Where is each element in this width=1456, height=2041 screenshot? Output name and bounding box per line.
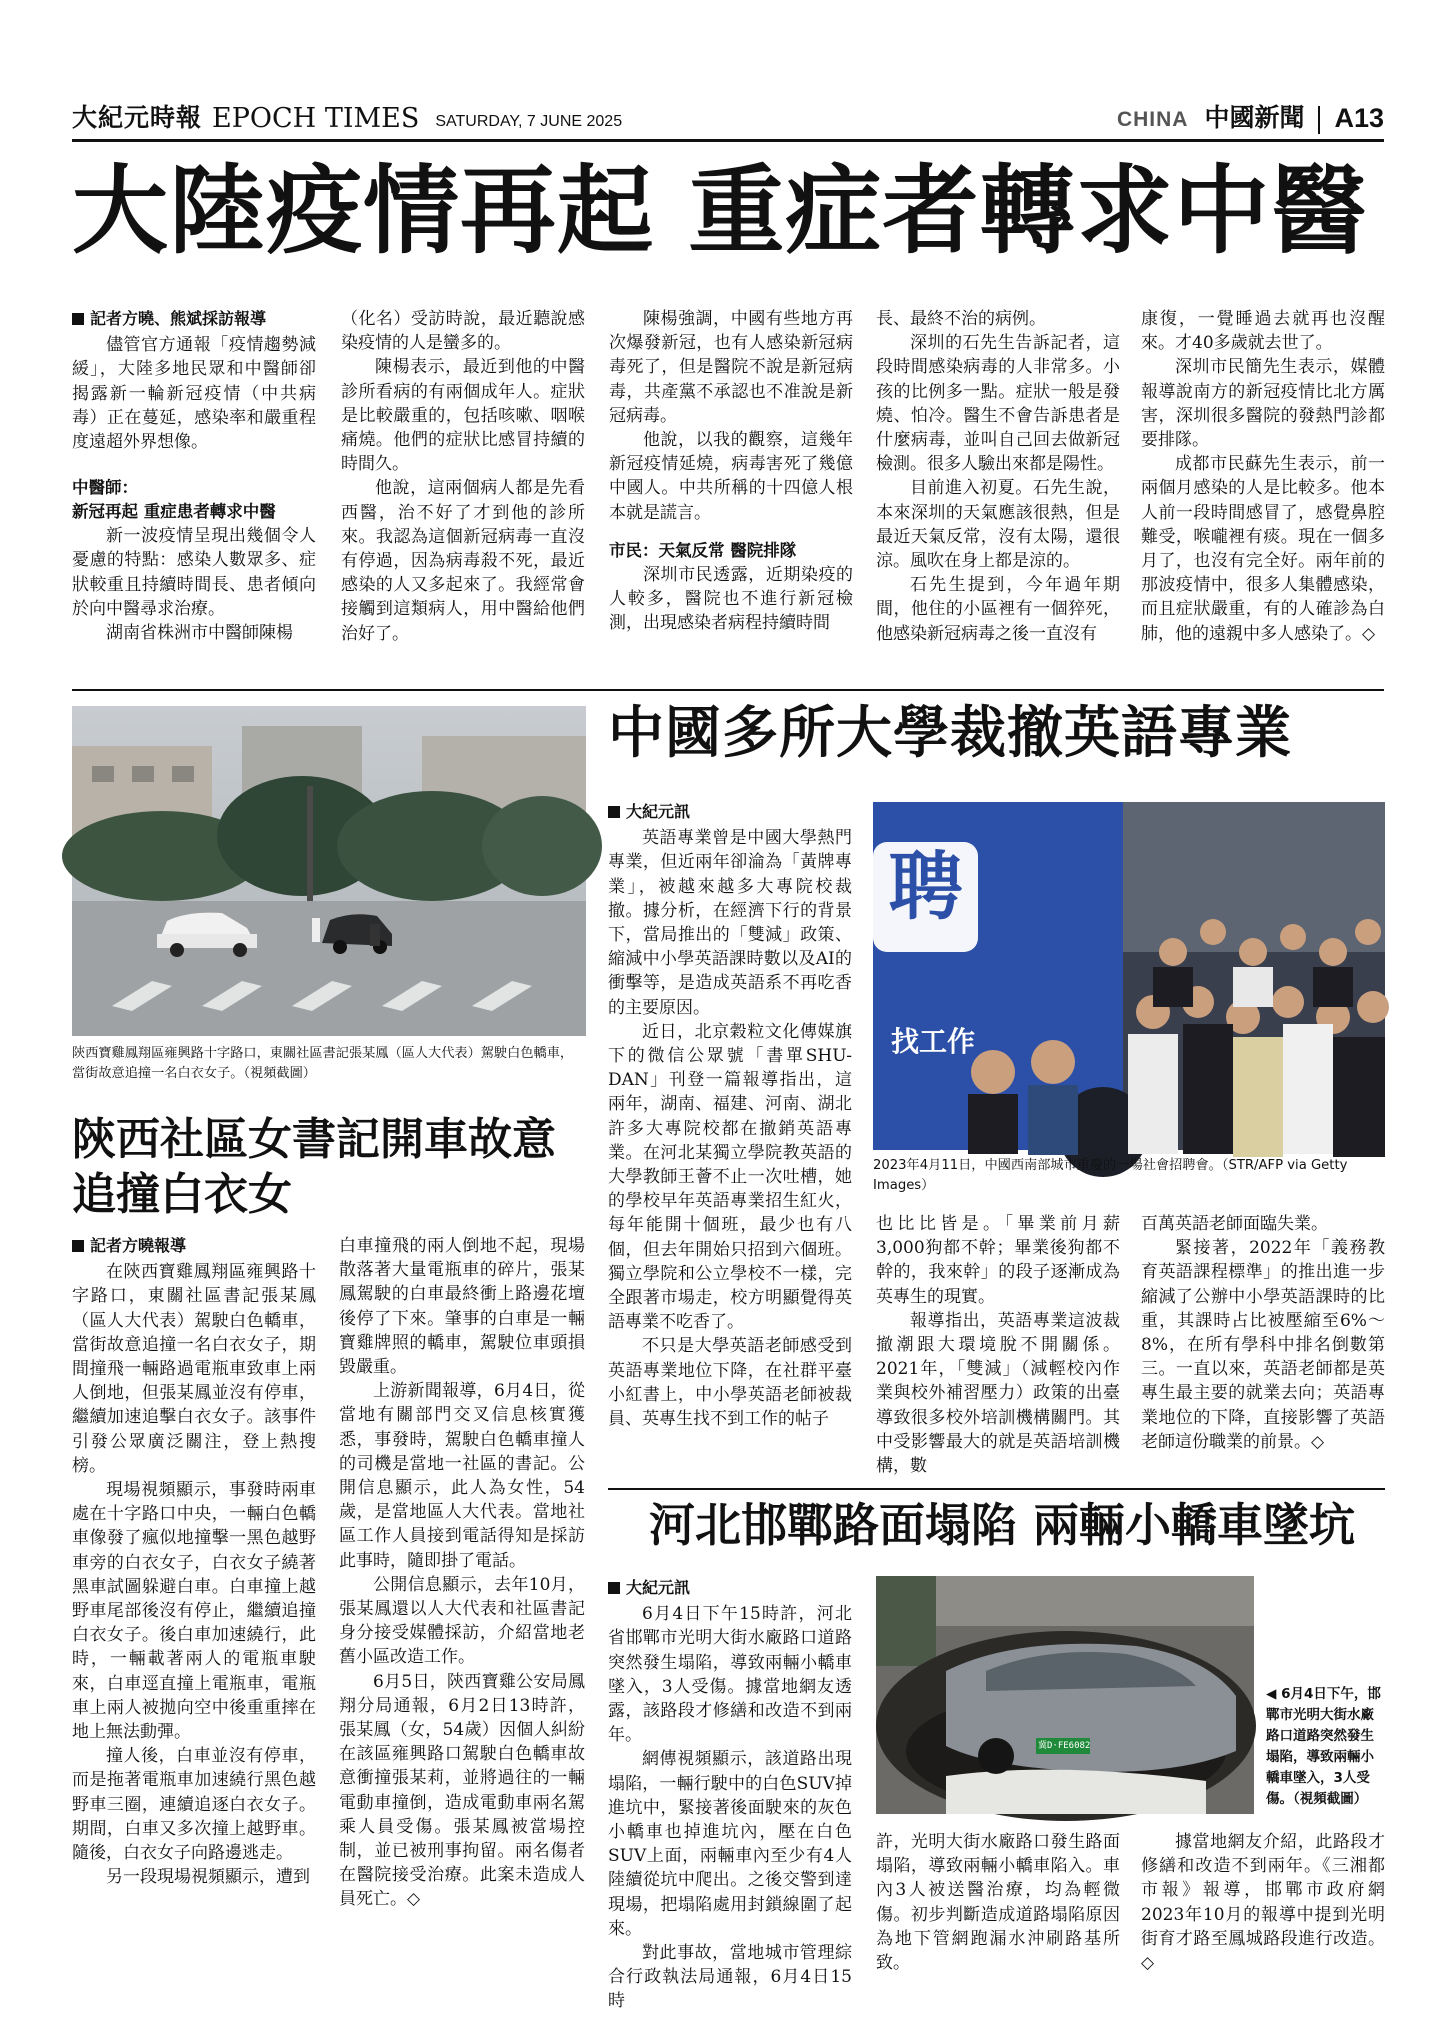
license-plate: 冀D·FE6082 <box>1038 1741 1091 1751</box>
article3-photo <box>873 802 1385 1150</box>
paragraph: 公開信息顯示，去年10月，張某鳳還以人大代表和社區書記身分接受媒體採訪，介紹當地老舊小區改造工作。 <box>339 1574 585 1668</box>
paragraph: 康復，一覺睡過去就再也沒醒來。才40多歲就去世了。 <box>1141 309 1385 354</box>
article3-headline: 中國多所大學裁撤英語專業 <box>608 701 1292 766</box>
article2-photo <box>72 706 586 1036</box>
paragraph: 儘管官方通報「疫情趨勢減緩」，大陸多地民眾和中醫師卻揭露新一輪新冠疫情（中共病毒）正在蔓延，感染率和嚴重程度遠超外界想像。 <box>72 335 316 453</box>
paper-name-en: EPOCH TIMES <box>212 103 420 134</box>
article4-col1 <box>608 1576 852 2012</box>
paragraph: 對此事故，當地城市管理綜合行政執法局通報，6月4日15時 <box>608 1943 852 2012</box>
paragraph: 白車撞飛的兩人倒地不起，現場散落著大量電瓶車的碎片，張某鳳駕駛的白車最終衝上路邊花壇後停了下來。肇事的白車是一輛寶雞牌照的轎車，駕駛位車頭損毀嚴重。 <box>339 1236 585 1378</box>
street-scene-image <box>72 706 586 1036</box>
masthead-separator <box>1318 106 1320 134</box>
byline-square-icon <box>72 313 84 325</box>
article1-headline: 大陸疫情再起 重症者轉求中醫 <box>72 154 1368 267</box>
paragraph: 陳楊表示，最近到他的中醫診所看病的有兩個成年人。症狀是比較嚴重的，包括咳嗽、咽喉痛燒。他們的症狀比感冒持續的時間久。 <box>341 357 585 475</box>
paragraph: 英語專業曾是中國大學熱門專業，但近兩年卻淪為「黃牌專業」，被越來越多大專院校裁撤。據分析，在經濟下行的背景下，當局推出的「雙減」政策、縮減中小學英語課時數以及AI的衝擊等，是造成英語系不再吃香的主要原因。 <box>608 828 852 1018</box>
article3-photo-caption: 2023年4月11日，中國西南部城市重慶的一場社會招聘會。（STR/AFP via Getty Images） <box>873 1158 1348 1193</box>
paragraph: 成都市民蘇先生表示，前一兩個月感染的人是比較多。他本人前一段時間感冒了，感覺鼻腔難受，喉嚨裡有痰。現在一個多月了，也沒有完全好。兩年前的那波疫情中，很多人集體感染，而且症狀嚴重，有的人確診為白肺，他的遠親中多人感染了。◇ <box>1141 454 1385 644</box>
paragraph: 緊接著，2022年「義務教育英語課程標準」的推出進一步縮減了公辦中小學英語課時的比重，其課時占比被壓縮至6%～8%，在所有學科中排名倒數第三。一直以來，英語老師都是英專生最主要的就業去向；英語專業地位的下降，直接影響了英語老師這份職業的前景。◇ <box>1141 1238 1385 1452</box>
paragraph: 6月5日，陝西寶雞公安局鳳翔分局通報，6月2日13時許，張某鳳（女，54歲）因個人糾紛在該區雍興路口駕駛白色轎車故意衝撞張某莉，並將過往的一輛電動車撞倒，造成電動車兩名駕乘人員受傷。張某鳳被當場控制，並已被刑事拘留。兩名傷者在醫院接受治療。此案未造成人員死亡。◇ <box>339 1671 585 1910</box>
article2-byline-text: 記者方曉報導 <box>90 1236 187 1255</box>
sinkhole-image <box>876 1576 1254 1814</box>
paragraph: 許，光明大街水廠路口發生路面塌陷，導致兩輛小轎車陷入。車內3人被送醫治療，均為輕微傷。初步判斷造成道路塌陷原因為地下管網跑漏水沖刷路基所致。 <box>876 1832 1120 1974</box>
article2-headline: 陝西社區女書記開車故意追撞白衣女 <box>72 1114 556 1220</box>
article1-col1 <box>72 307 316 675</box>
paragraph: 他說，以我的觀察，這幾年新冠疫情延燒，病毒害死了幾億中國人。中共所稱的十四億人根本就是謊言。 <box>609 430 853 523</box>
job-fair-sign: 聘 <box>888 844 963 930</box>
article3-byline-text: 大紀元訊 <box>626 802 691 821</box>
section-divider <box>608 1488 1385 1490</box>
article4-photo-caption: ◀ 6月4日下午，邯鄲市光明大街水廠路口道路突然發生塌陷，導致兩輛小轎車墜入，3人受傷。（視頻截圖） <box>1266 1686 1381 1807</box>
paragraph: 上游新聞報導，6月4日，從當地有關部門交叉信息核實獲悉，事發時，駕駛白色轎車撞人的司機是當地一社區的書記。公開信息顯示，此人為女性，54歲，是當地區人大代表。當地社區工作人員接到電話得知是採訪此事時，隨即掛了電話。 <box>339 1381 585 1571</box>
paragraph: 百萬英語老師面臨失業。 <box>1141 1214 1328 1234</box>
section-name-en: CHINA <box>1116 108 1189 131</box>
paragraph: 深圳市民簡先生表示，媒體報導說南方的新冠疫情比北方厲害，深圳很多醫院的發熱門診都要排隊。 <box>1141 357 1385 451</box>
article1-subhead2: 市民：天氣反常 醫院排隊 <box>609 540 797 560</box>
paper-name-cn: 大紀元時報 <box>72 103 203 132</box>
article2-col1 <box>72 1234 316 1960</box>
paragraph: 目前進入初夏。石先生說，本來深圳的天氣應該很熱，但是最近天氣反常，沒有太陽，還很涼。風吹在身上都是涼的。 <box>876 478 1120 572</box>
masthead-rule <box>72 139 1384 142</box>
article2-photo-caption: 陝西寶雞鳳翔區雍興路十字路口，東關社區書記張某鳳（區人大代表）駕駛白色轎車，當街故意追撞一名白衣女子。（視頻截圖） <box>72 1046 574 1081</box>
paragraph: 深圳市民透露，近期染疫的人較多，醫院也不進行新冠檢測，出現感染者病程持續時間 <box>609 564 853 634</box>
paragraph: 長、最終不治的病例。 <box>876 309 1046 329</box>
article1-col4 <box>876 307 1120 675</box>
page-number: A13 <box>1334 103 1384 133</box>
section-name-cn: 中國新聞 <box>1204 103 1305 132</box>
paragraph: 撞人後，白車並沒有停車，而是拖著電瓶車加速繞行黑色越野車三圈，連續追逐白衣女子。期間，白車又多次撞上越野車。隨後，白衣女子向路邊逃走。 <box>72 1746 316 1864</box>
article4-col3 <box>1141 1830 1385 1974</box>
paragraph: 湖南省株洲市中醫師陳楊 <box>106 623 293 644</box>
article4-byline <box>608 1576 852 1600</box>
article3-col1 <box>608 800 852 1480</box>
paragraph: 石先生提到，今年過年期間，他住的小區裡有一個猝死，他感染新冠病毒之後一直沒有 <box>876 575 1120 644</box>
masthead <box>72 96 1384 134</box>
paragraph: 不只是大學英語老師感受到英語專業地位下降，在社群平臺小紅書上，中小學英語老師被裁員、英專生找不到工作的帖子 <box>608 1336 852 1430</box>
article3-byline <box>608 800 852 824</box>
article4-byline-text: 大紀元訊 <box>626 1578 691 1597</box>
paragraph: 報導指出，英語專業這波裁撤潮跟大環境脫不開關係。2021年，「雙減」（減輕校內作業與校外補習壓力）政策的出臺導致很多校外培訓機構關門。其中受影響最大的就是英語培訓機構，數 <box>876 1310 1120 1477</box>
paragraph: 據當地網友介紹，此路段才修繕和改造不到兩年。《三湘都市報》報導，邯鄲市政府網2023年10月的報導中提到光明街育才路至鳳城路段進行改造。◇ <box>1141 1832 1385 1974</box>
article1-byline <box>72 307 316 331</box>
paragraph: 6月4日下午15時許，河北省邯鄲市光明大街水廠路口道路突然發生塌陷，導致兩輛小轎車墜入，3人受傷。據當地網友透露，該路段才修繕和改造不到兩年。 <box>608 1604 852 1746</box>
article2-byline <box>72 1234 316 1258</box>
article1-col5 <box>1141 307 1385 675</box>
byline-square-icon <box>608 1582 620 1594</box>
section-divider <box>72 689 1384 691</box>
article4-headline: 河北邯鄲路面塌陷 兩輛小轎車墜坑 <box>648 1498 1355 1552</box>
article2-col2 <box>339 1234 585 1960</box>
paragraph: 在陝西寶雞鳳翔區雍興路十字路口，東關社區書記張某鳳（區人大代表）駕駛白色轎車，當街故意追撞一名白衣女子，期間撞飛一輛路過電瓶車致車上兩人倒地，但張某鳳並沒有停車，繼續加速追擊白衣女子。該事件引發公眾廣泛關注，登上熱搜榜。 <box>72 1262 316 1476</box>
issue-date: SATURDAY, 7 JUNE 2025 <box>435 113 623 130</box>
article3-col3 <box>1141 1212 1385 1482</box>
byline-square-icon <box>608 806 620 818</box>
paragraph: 近日，北京穀粒文化傳媒旗下的微信公眾號「書單SHU-DAN」刊登一篇報導指出，這兩年，湖南、福建、河南、湖北許多大專院校都在撤銷英語專業。在河北某獨立學院教英語的大學教師王薈不止一次吐槽，她的學校早年英語專業招生紅火，每年能開十個班，最少也有八個，但去年開始只招到六個班。獨立學院和公立學校不一樣，完全跟著市場走，校方明顯覺得英語專業不吃香了。 <box>608 1021 852 1333</box>
article4-col2 <box>876 1830 1120 1974</box>
paragraph: 也比比皆是。「畢業前月薪3,000狗都不幹；畢業後狗都不幹的，我來幹」的段子逐漸成為英專生的現實。 <box>876 1214 1120 1307</box>
paragraph: 另一段現場視頻顯示，遭到 <box>106 1867 310 1888</box>
paragraph: 網傳視頻顯示，該道路出現塌陷，一輛行駛中的白色SUV掉進坑中，緊接著後面駛來的灰色小轎車也掉進坑內，壓在白色SUV上面，兩輛車內至少有4人陸續從坑中爬出。之後交警到達現場，把塌陷處用封鎖線圍了起來。 <box>608 1749 852 1939</box>
byline-square-icon <box>72 1240 84 1252</box>
article3-col2 <box>876 1212 1120 1482</box>
paragraph: 深圳的石先生告訴記者，這段時間感染病毒的人非常多。小孩的比例多一點。症狀一般是發燒、怕冷。醫生不會告訴患者是什麼病毒，並叫自己回去做新冠檢測。很多人驗出來都是陽性。 <box>876 333 1120 475</box>
paragraph: （化名）受訪時說，最近聽說感染疫情的人是蠻多的。 <box>341 309 585 354</box>
article4-photo <box>876 1576 1254 1814</box>
section-label <box>1117 98 1384 134</box>
article1-subhead1: 中醫師： <box>72 478 138 498</box>
article1-subhead1-line2: 新冠再起 重症患者轉求中醫 <box>72 502 276 522</box>
paragraph: 新一波疫情呈現出幾個令人憂慮的特點：感染人數眾多、症狀較重且持續時間長、患者傾向於向中醫尋求治療。 <box>72 526 316 619</box>
article1-col2 <box>341 307 585 675</box>
paragraph: 陳楊強調，中國有些地方再次爆發新冠，也有人感染新冠病毒死了，但是醫院不說是新冠病毒，共產黨不承認也不准說是新冠病毒。 <box>609 309 853 426</box>
article1-byline-text: 記者方曉、熊斌採訪報導 <box>90 309 267 328</box>
paragraph: 現場視頻顯示，事發時兩車處在十字路口中央，一輛白色轎車像發了瘋似地撞擊一黑色越野車旁的白衣女子，白衣女子繞著黑車試圖躲避白車。白車撞上越野車尾部後沒有停止，繼續追撞白衣女子。後白車加速繞行，此時，一輛載著兩人的電瓶車駛來，白車逕直撞上電瓶車，電瓶車上兩人被拋向空中後重重摔在地上無法動彈。 <box>72 1480 316 1743</box>
paragraph: 他說，這兩個病人都是先看西醫，治不好了才到他的診所來。我認為這個新冠病毒一直沒有停過，因為病毒殺不死，最近感染的人又多起來了。我經常會接觸到這類病人，用中醫給他們治好了。 <box>341 478 585 644</box>
article1-col3 <box>609 307 853 675</box>
job-fair-sign-sub: 找工作 <box>891 1025 976 1058</box>
